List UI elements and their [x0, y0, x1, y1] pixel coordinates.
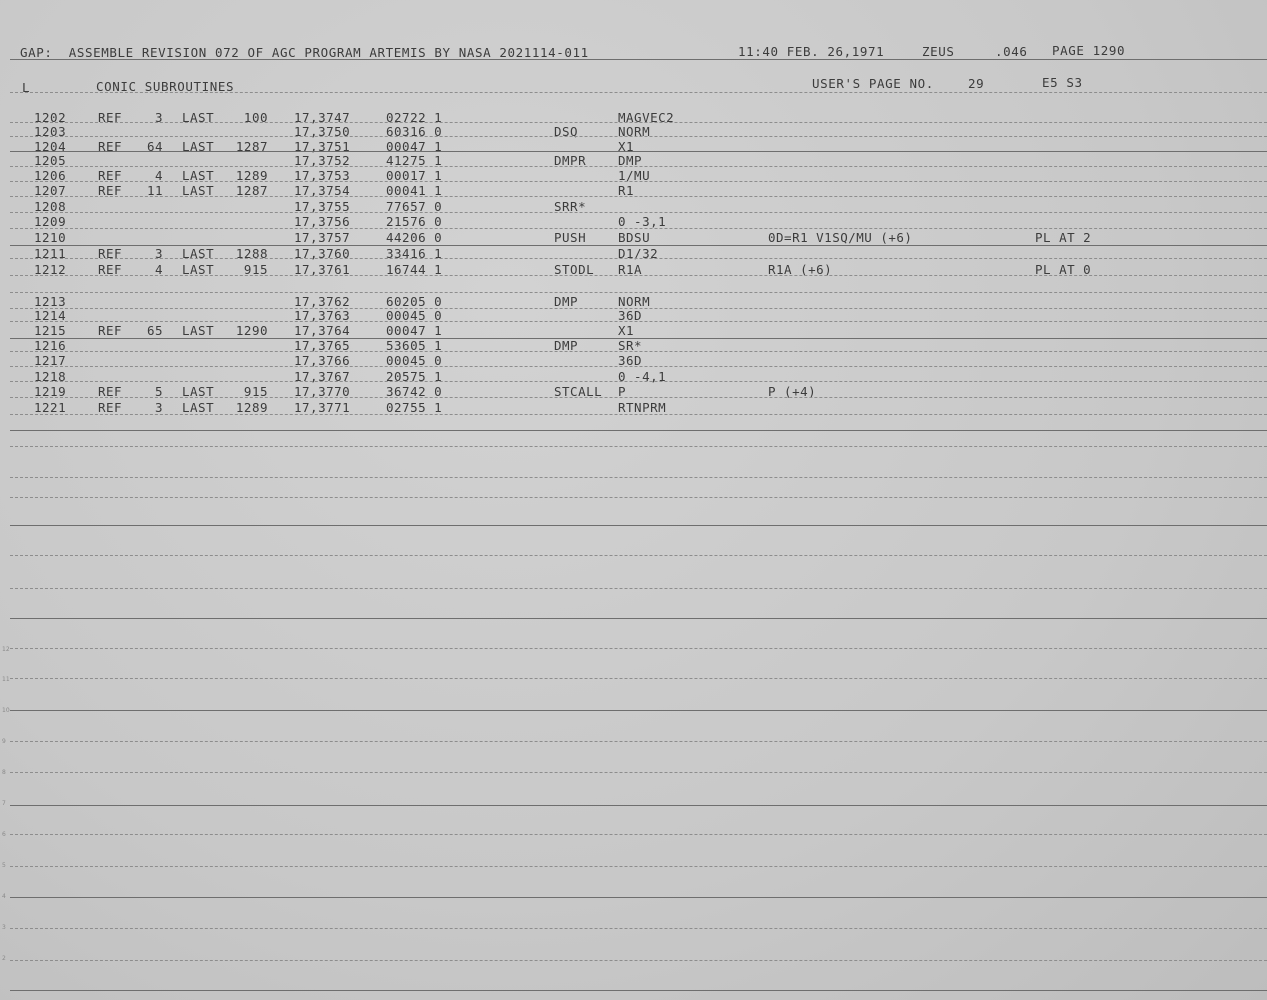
- cell-last: LAST: [182, 323, 215, 338]
- assembly-header: GAP: ASSEMBLE REVISION 072 OF AGC PROGRAM ARTEMIS BY NASA 2021114-011: [20, 45, 589, 60]
- cell-word: 02722 1: [386, 110, 443, 125]
- rule-line: [10, 245, 1267, 246]
- cell-operand: P: [618, 384, 627, 399]
- cell-addr: 17,3754: [294, 183, 351, 198]
- cell-ref: REF: [98, 384, 123, 399]
- dashed-rule-line: [10, 741, 1267, 742]
- cell-line: 1207: [34, 183, 67, 198]
- cell-operand: D1/32: [618, 246, 659, 261]
- cell-refn: 5: [154, 384, 163, 399]
- cell-refn: 4: [154, 168, 163, 183]
- cell-addr: 17,3764: [294, 323, 351, 338]
- cell-word: 00017 1: [386, 168, 443, 183]
- cell-word: 60205 0: [386, 294, 443, 309]
- cell-last: LAST: [182, 139, 215, 154]
- cell-addr: 17,3763: [294, 308, 351, 323]
- cell-word: 33416 1: [386, 246, 443, 261]
- cell-line: 1205: [34, 153, 67, 168]
- cell-word: 44206 0: [386, 230, 443, 245]
- cell-line: 1216: [34, 338, 67, 353]
- cell-operand: MAGVEC2: [618, 110, 675, 125]
- cell-operand: NORM: [618, 124, 651, 139]
- cell-addr: 17,3767: [294, 369, 351, 384]
- cell-operand: BDSU: [618, 230, 651, 245]
- cell-word: 41275 1: [386, 153, 443, 168]
- cell-addr: 17,3753: [294, 168, 351, 183]
- cell-line: 1204: [34, 139, 67, 154]
- cell-lastn: 915: [243, 262, 268, 277]
- rule-line: [10, 59, 1267, 60]
- cell-ref: REF: [98, 323, 123, 338]
- cell-operand: 0 -3,1: [618, 214, 667, 229]
- margin-mark: 10: [2, 707, 10, 714]
- margin-mark: 6: [2, 831, 6, 838]
- cell-word: 16744 1: [386, 262, 443, 277]
- cell-addr: 17,3766: [294, 353, 351, 368]
- dashed-rule-line: [10, 381, 1267, 382]
- cell-ref: REF: [98, 246, 123, 261]
- cell-op: SRR*: [554, 199, 587, 214]
- dashed-rule-line: [10, 397, 1267, 398]
- cell-line: 1212: [34, 262, 67, 277]
- rule-line: [10, 430, 1267, 431]
- users-page-number: 29: [968, 76, 985, 91]
- cell-word: 00047 1: [386, 139, 443, 154]
- cell-addr: 17,3750: [294, 124, 351, 139]
- cell-ref: REF: [98, 139, 123, 154]
- cell-line: 1221: [34, 400, 67, 415]
- timestamp: 11:40 FEB. 26,1971: [738, 44, 885, 59]
- cell-lastn: 1289: [235, 168, 268, 183]
- cell-ref: REF: [98, 110, 123, 125]
- margin-mark: 4: [2, 893, 6, 900]
- system-name: ZEUS: [922, 44, 955, 59]
- dashed-rule-line: [10, 275, 1267, 276]
- cell-last: LAST: [182, 262, 215, 277]
- cell-refn: 3: [154, 400, 163, 415]
- rule-line: [10, 525, 1267, 526]
- dashed-rule-line: [10, 960, 1267, 961]
- cell-line: 1213: [34, 294, 67, 309]
- margin-mark: 11: [2, 676, 10, 683]
- cell-line: 1211: [34, 246, 67, 261]
- cell-operand: R1A: [618, 262, 643, 277]
- cell-operand: 1/MU: [618, 168, 651, 183]
- cell-addr: 17,3765: [294, 338, 351, 353]
- section-code: E5 S3: [1042, 75, 1083, 90]
- cell-word: 00047 1: [386, 323, 443, 338]
- cell-op: PUSH: [554, 230, 587, 245]
- dashed-rule-line: [10, 321, 1267, 322]
- cell-operand: 36D: [618, 353, 643, 368]
- cell-operand: RTNPRM: [618, 400, 667, 415]
- cell-refn: 11: [146, 183, 163, 198]
- dashed-rule-line: [10, 772, 1267, 773]
- cell-op: DSQ: [554, 124, 579, 139]
- cell-addr: 17,3771: [294, 400, 351, 415]
- dashed-rule-line: [10, 497, 1267, 498]
- dashed-rule-line: [10, 648, 1267, 649]
- cell-operand: NORM: [618, 294, 651, 309]
- cell-line: 1209: [34, 214, 67, 229]
- dashed-rule-line: [10, 446, 1267, 447]
- cell-word: 60316 0: [386, 124, 443, 139]
- dashed-rule-line: [10, 92, 1267, 93]
- cell-word: 00045 0: [386, 308, 443, 323]
- dashed-rule-line: [10, 228, 1267, 229]
- rule-line: [10, 618, 1267, 619]
- cell-lastn: 915: [243, 384, 268, 399]
- margin-mark: 8: [2, 769, 6, 776]
- cell-refn: 3: [154, 246, 163, 261]
- page-number: PAGE 1290: [1052, 43, 1126, 58]
- users-page-label: USER'S PAGE NO.: [812, 76, 934, 91]
- rule-line: [10, 710, 1267, 711]
- cell-addr: 17,3747: [294, 110, 351, 125]
- cell-operand: SR*: [618, 338, 643, 353]
- cell-line: 1218: [34, 369, 67, 384]
- dashed-rule-line: [10, 366, 1267, 367]
- cell-comment: P (+4): [768, 384, 817, 399]
- dashed-rule-line: [10, 866, 1267, 867]
- section-title: CONIC SUBROUTINES: [96, 79, 235, 94]
- dashed-rule-line: [10, 136, 1267, 137]
- cell-line: 1210: [34, 230, 67, 245]
- rule-line: [10, 990, 1267, 991]
- cell-word: 53605 1: [386, 338, 443, 353]
- margin-mark: 9: [2, 738, 6, 745]
- cell-operand: X1: [618, 323, 635, 338]
- dashed-rule-line: [10, 181, 1267, 182]
- cell-lastn: 1287: [235, 183, 268, 198]
- cell-last: LAST: [182, 384, 215, 399]
- cell-addr: 17,3762: [294, 294, 351, 309]
- cell-op: STCALL: [554, 384, 603, 399]
- dashed-rule-line: [10, 292, 1267, 293]
- cell-refn: 3: [154, 110, 163, 125]
- cell-refn: 64: [146, 139, 163, 154]
- dashed-rule-line: [10, 258, 1267, 259]
- cell-lastn: 1290: [235, 323, 268, 338]
- cell-last: LAST: [182, 246, 215, 261]
- dashed-rule-line: [10, 308, 1267, 309]
- cell-addr: 17,3760: [294, 246, 351, 261]
- rule-line: [10, 151, 1267, 152]
- listing-tag: L: [22, 80, 31, 95]
- margin-mark: 3: [2, 924, 6, 931]
- cell-lastn: 1288: [235, 246, 268, 261]
- cell-line: 1217: [34, 353, 67, 368]
- cell-pl: PL AT 0: [1035, 262, 1092, 277]
- dashed-rule-line: [10, 196, 1267, 197]
- cell-last: LAST: [182, 183, 215, 198]
- cell-line: 1215: [34, 323, 67, 338]
- dashed-rule-line: [10, 414, 1267, 415]
- cell-ref: REF: [98, 183, 123, 198]
- cell-line: 1219: [34, 384, 67, 399]
- cell-addr: 17,3770: [294, 384, 351, 399]
- dashed-rule-line: [10, 477, 1267, 478]
- dashed-rule-line: [10, 834, 1267, 835]
- cell-ref: REF: [98, 400, 123, 415]
- cell-op: DMP: [554, 338, 579, 353]
- cell-operand: DMP: [618, 153, 643, 168]
- dashed-rule-line: [10, 122, 1267, 123]
- margin-mark: 7: [2, 800, 6, 807]
- cell-ref: REF: [98, 262, 123, 277]
- cell-lastn: 100: [243, 110, 268, 125]
- cell-operand: R1: [618, 183, 635, 198]
- cell-addr: 17,3756: [294, 214, 351, 229]
- cell-addr: 17,3757: [294, 230, 351, 245]
- dashed-rule-line: [10, 166, 1267, 167]
- cell-lastn: 1287: [235, 139, 268, 154]
- cell-addr: 17,3761: [294, 262, 351, 277]
- margin-mark: 12: [2, 646, 10, 653]
- cell-line: 1206: [34, 168, 67, 183]
- cell-ref: REF: [98, 168, 123, 183]
- cell-last: LAST: [182, 168, 215, 183]
- cell-last: LAST: [182, 110, 215, 125]
- cell-op: STODL: [554, 262, 595, 277]
- cell-addr: 17,3751: [294, 139, 351, 154]
- cell-refn: 65: [146, 323, 163, 338]
- cell-line: 1202: [34, 110, 67, 125]
- cell-op: DMP: [554, 294, 579, 309]
- cell-addr: 17,3755: [294, 199, 351, 214]
- cell-op: DMPR: [554, 153, 587, 168]
- cell-last: LAST: [182, 400, 215, 415]
- rule-line: [10, 805, 1267, 806]
- rule-line: [10, 897, 1267, 898]
- cell-lastn: 1289: [235, 400, 268, 415]
- rule-line: [10, 338, 1267, 339]
- cell-word: 36742 0: [386, 384, 443, 399]
- cell-word: 77657 0: [386, 199, 443, 214]
- margin-mark: 2: [2, 955, 6, 962]
- cell-operand: 36D: [618, 308, 643, 323]
- job-code: .046: [995, 44, 1028, 59]
- dashed-rule-line: [10, 555, 1267, 556]
- cell-line: 1214: [34, 308, 67, 323]
- dashed-rule-line: [10, 928, 1267, 929]
- cell-line: 1203: [34, 124, 67, 139]
- cell-word: 02755 1: [386, 400, 443, 415]
- dashed-rule-line: [10, 678, 1267, 679]
- cell-refn: 4: [154, 262, 163, 277]
- cell-line: 1208: [34, 199, 67, 214]
- margin-mark: 5: [2, 862, 6, 869]
- cell-word: 00041 1: [386, 183, 443, 198]
- cell-word: 20575 1: [386, 369, 443, 384]
- dashed-rule-line: [10, 212, 1267, 213]
- dashed-rule-line: [10, 351, 1267, 352]
- cell-operand: X1: [618, 139, 635, 154]
- cell-comment: R1A (+6): [768, 262, 833, 277]
- cell-word: 21576 0: [386, 214, 443, 229]
- cell-comment: 0D=R1 V1SQ/MU (+6): [768, 230, 913, 245]
- cell-addr: 17,3752: [294, 153, 351, 168]
- dashed-rule-line: [10, 588, 1267, 589]
- cell-operand: 0 -4,1: [618, 369, 667, 384]
- cell-word: 00045 0: [386, 353, 443, 368]
- cell-pl: PL AT 2: [1035, 230, 1092, 245]
